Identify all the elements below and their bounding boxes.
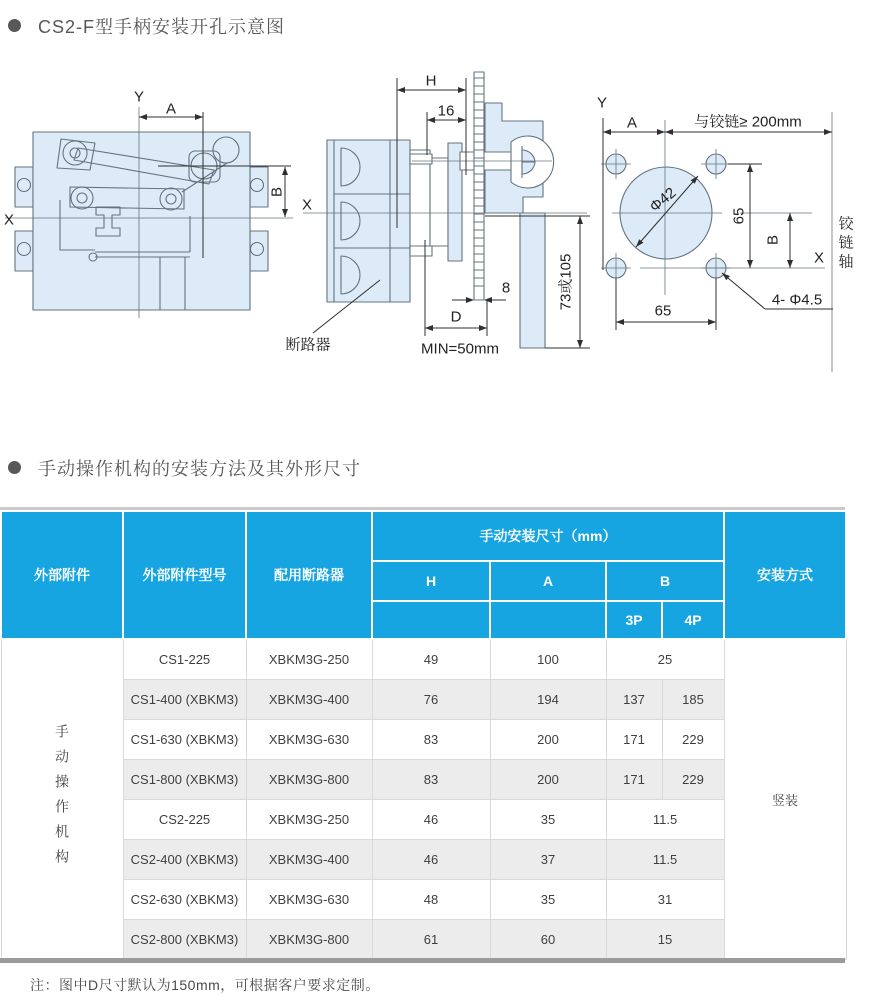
d3-x-axis-label: X: [813, 249, 825, 267]
cell-breaker: XBKM3G-800: [246, 759, 372, 799]
cell-h: 46: [372, 839, 490, 879]
table-bottom-divider: [0, 958, 845, 963]
cell-b4: 229: [662, 719, 724, 759]
d2-min-label: MIN=50mm: [421, 340, 499, 358]
cell-breaker: XBKM3G-250: [246, 799, 372, 839]
cell-a: 37: [490, 839, 606, 879]
d2-dim-16-label: 16: [437, 102, 455, 120]
cell-model: CS1-800 (XBKM3): [123, 759, 246, 799]
cell-b4: 185: [662, 679, 724, 719]
cell-b3: 171: [606, 719, 662, 759]
cell-a: 35: [490, 879, 606, 919]
cell-h: 76: [372, 679, 490, 719]
table-row: [1, 759, 846, 799]
header-mount: 安装方式: [724, 511, 846, 639]
cell-breaker: XBKM3G-630: [246, 719, 372, 759]
d3-dim-65v-label: 65: [730, 207, 748, 225]
cell-model: CS1-630 (XBKM3): [123, 719, 246, 759]
cell-breaker: XBKM3G-630: [246, 879, 372, 919]
cell-model: CS2-400 (XBKM3): [123, 839, 246, 879]
cell-a: 100: [490, 639, 606, 679]
cell-breaker: XBKM3G-250: [246, 639, 372, 679]
table-row: [1, 879, 846, 919]
section1-bullet-icon: [8, 19, 21, 32]
d1-dim-b-label: B: [268, 186, 286, 198]
header-3p: 3P: [606, 601, 662, 639]
d2-dim-d-label: D: [450, 308, 462, 326]
cell-model: CS1-400 (XBKM3): [123, 679, 246, 719]
header-dim-group: 手动安装尺寸（mm）: [372, 511, 724, 561]
header-accessory: 外部附件: [1, 511, 123, 639]
cell-b: 11.5: [606, 799, 724, 839]
table-row: [1, 679, 846, 719]
d3-holes-label: 4- Φ4.5: [771, 291, 823, 309]
cell-h: 46: [372, 799, 490, 839]
header-breaker: 配用断路器: [246, 511, 372, 639]
cell-model: CS2-800 (XBKM3): [123, 919, 246, 959]
header-h: H: [372, 561, 490, 601]
diagram3-cutout: [606, 154, 726, 278]
table-row: [1, 719, 846, 759]
spec-table: [0, 510, 847, 960]
cell-model: CS2-630 (XBKM3): [123, 879, 246, 919]
d1-x-axis-label: X: [3, 211, 15, 229]
footnote: 注：图中D尺寸默认为150mm，可根据客户要求定制。: [30, 977, 380, 993]
cell-model: CS2-225: [123, 799, 246, 839]
table-row: [1, 919, 846, 959]
d3-dim-b-label: B: [764, 234, 782, 246]
cell-a: 200: [490, 759, 606, 799]
accessory-group-cell: [1, 639, 123, 959]
cell-h: 49: [372, 639, 490, 679]
d2-breaker-label: 断路器: [285, 336, 331, 354]
header-4p: 4P: [662, 601, 724, 639]
cell-breaker: XBKM3G-400: [246, 839, 372, 879]
table-row: [1, 839, 846, 879]
cell-breaker: XBKM3G-400: [246, 679, 372, 719]
cell-h: 83: [372, 719, 490, 759]
d3-dim-65h-label: 65: [654, 302, 672, 320]
section1-title: CS2-F型手柄安装开孔示意图: [38, 17, 286, 37]
section2-title: 手动操作机构的安装方法及其外形尺寸: [38, 459, 361, 479]
spec-table-header: [1, 511, 846, 639]
section2-bullet-icon: [8, 461, 21, 474]
d3-hinge-axis-label: 铰链轴: [836, 215, 854, 273]
cell-a: 194: [490, 679, 606, 719]
cell-a: 60: [490, 919, 606, 959]
header-b: B: [606, 561, 724, 601]
cell-b: 15: [606, 919, 724, 959]
cell-breaker: XBKM3G-800: [246, 919, 372, 959]
header-a-spacer: [490, 601, 606, 639]
d2-x-axis-label: X: [301, 196, 313, 214]
header-a: A: [490, 561, 606, 601]
table-row: [1, 639, 846, 679]
d3-diameter-label: Φ42: [646, 184, 680, 216]
cell-model: CS1-225: [123, 639, 246, 679]
cell-h: 83: [372, 759, 490, 799]
header-h-spacer: [372, 601, 490, 639]
header-model: 外部附件型号: [123, 511, 246, 639]
d2-dim-8-label: 8: [501, 279, 511, 297]
d1-y-axis-label: Y: [133, 88, 145, 106]
diagram1-front-view: [15, 132, 268, 310]
cell-h: 61: [372, 919, 490, 959]
cell-b: 11.5: [606, 839, 724, 879]
cell-a: 200: [490, 719, 606, 759]
cell-h: 48: [372, 879, 490, 919]
cell-b4: 229: [662, 759, 724, 799]
d2-dim-h-label: H: [425, 72, 437, 90]
mount-cell: 竖装: [724, 639, 846, 959]
d3-y-axis-label: Y: [596, 94, 608, 112]
table-row: [1, 799, 846, 839]
cell-b: 25: [606, 639, 724, 679]
accessory-group-label: 手动操作机构: [54, 724, 70, 875]
cell-b3: 171: [606, 759, 662, 799]
cell-b: 31: [606, 879, 724, 919]
cell-a: 35: [490, 799, 606, 839]
d2-height-label: 73或105: [557, 253, 575, 311]
d1-dim-a-label: A: [165, 100, 177, 118]
d3-dim-a-label: A: [626, 114, 638, 132]
d3-hinge-distance-label: 与铰链≥ 200mm: [694, 113, 802, 131]
cell-b3: 137: [606, 679, 662, 719]
